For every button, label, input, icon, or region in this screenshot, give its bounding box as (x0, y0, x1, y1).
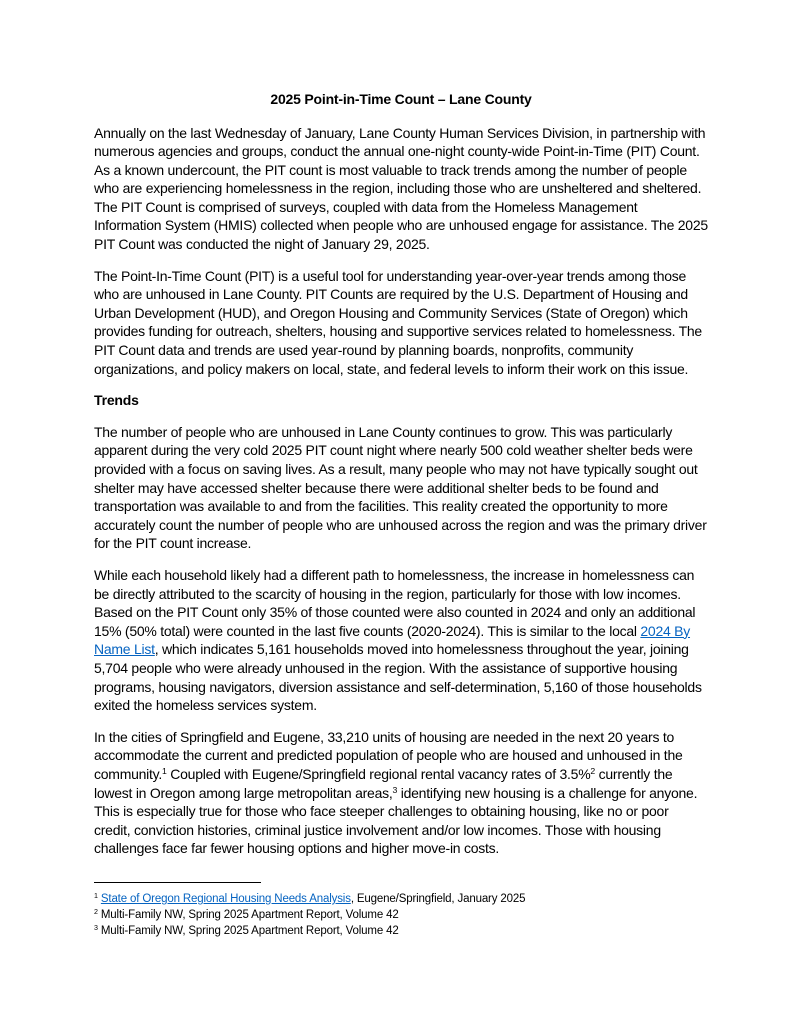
footnote-3 (94, 923, 708, 939)
oregon-housing-needs-analysis-link[interactable]: State of Oregon Regional Housing Needs Analysis (100, 893, 351, 905)
text-run: currently the lowest in Oregon among large metropolitan areas, (94, 765, 673, 801)
footnote-reference: 3 (94, 924, 98, 933)
footnote-separator (94, 882, 261, 883)
text-run: Multi-Family NW, Spring 2025 Apartment Report, Volume 42 (97, 909, 399, 921)
footnote-2 (94, 907, 708, 923)
by-name-list-link[interactable]: 2024 By Name List (94, 622, 691, 658)
footnote-reference: 3 (392, 784, 398, 795)
section-heading-trends: Trends (94, 392, 139, 409)
document-title: 2025 Point-in-Time Count – Lane County (270, 91, 532, 107)
footnote-reference: 1 (94, 892, 98, 901)
paragraph-housing-need (94, 728, 708, 858)
paragraph-pit-overview: Annually on the last Wednesday of January, Lane County Human Services Division, in partnership with numerous agencies and groups, conduct the annual one-night county-wide Point-in-Time (PIT) Count. As a known undercount, the PIT count is most valuable to track trends among the number of people who are experiencing homelessness in the region, including those who are unsheltered and sheltered. The PIT Count is comprised of surveys, coupled with data from the Homeless Management Information System (HMIS) collected when people who are unhoused engage for assistance. The 2025 PIT Count was conducted the night of January 29, 2025. (94, 124, 708, 253)
text-run: , Eugene/Springfield, January 2025 (350, 893, 526, 905)
paragraph-housing-scarcity (94, 566, 708, 715)
footnotes-section (94, 882, 708, 939)
text-run: While each household likely had a different path to homelessness, the increase in homelessness can be directly attributed to the scarcity of housing in the region, particularly for those with low incomes. Based on the PIT Count only 35% of those counted were also counted in 2024 and only an additional 15% (50% total) were counted in the last five counts (2020-2024). This is similar to the local (94, 566, 696, 639)
document-body (94, 90, 708, 871)
paragraph-count-growth: The number of people who are unhoused in Lane County continues to grow. This was particularly apparent during the very cold 2025 PIT count night where nearly 500 cold weather shelter beds were provided with a focus on saving lives. As a result, many people who may not have typically sought out shelter may have accessed shelter because there were additional shelter beds to be found and transportation was available to and from the facilities. This reality created the opportunity to more accurately count the number of people who are unhoused across the region and was the primary driver for the PIT count increase. (94, 423, 707, 552)
footnote-reference: 2 (590, 766, 595, 777)
text-run: Coupled with Eugene/Springfield regional rental vacancy rates of 3.5% (166, 765, 591, 782)
footnote-1 (94, 891, 708, 907)
footnote-reference: 2 (94, 908, 98, 917)
paragraph-pit-purpose: The Point-In-Time Count (PIT) is a useful tool for understanding year-over-year trends among those who are unhoused in Lane County. PIT Counts are required by the U.S. Department of Housing and Urban Development (HUD), and Oregon Housing and Community Services (State of Oregon) which provides funding for outreach, shelters, housing and supportive services related to homelessness. The PIT Count data and trends are used year-round by planning boards, nonprofits, community organizations, and policy makers on local, state, and federal levels to inform their work on this issue. (94, 267, 702, 377)
text-run: Multi-Family NW, Spring 2025 Apartment Report, Volume 42 (97, 925, 399, 937)
text-run: identifying new housing is a challenge for anyone. This is especially true for those who face steeper challenges to obtaining housing, like no or poor credit, conviction histories, criminal justice involvement and/or low incomes. Those with housing challenges face far fewer housing options and higher move-in costs. (94, 784, 698, 857)
text-run: In the cities of Springfield and Eugene, 33,210 units of housing are needed in the next 20 years to accommodate the current and predicted population of people who are housed and unhoused in the community. (94, 728, 683, 782)
text-run: , which indicates 5,161 households moved into homelessness throughout the year, joining 5,704 people who were already unhoused in the region. With the assistance of supportive housing programs, housing navigators, diversion assistance and self-determination, 5,160 of those households exited the homeless services system. (94, 641, 702, 714)
footnote-reference: 1 (162, 766, 167, 777)
